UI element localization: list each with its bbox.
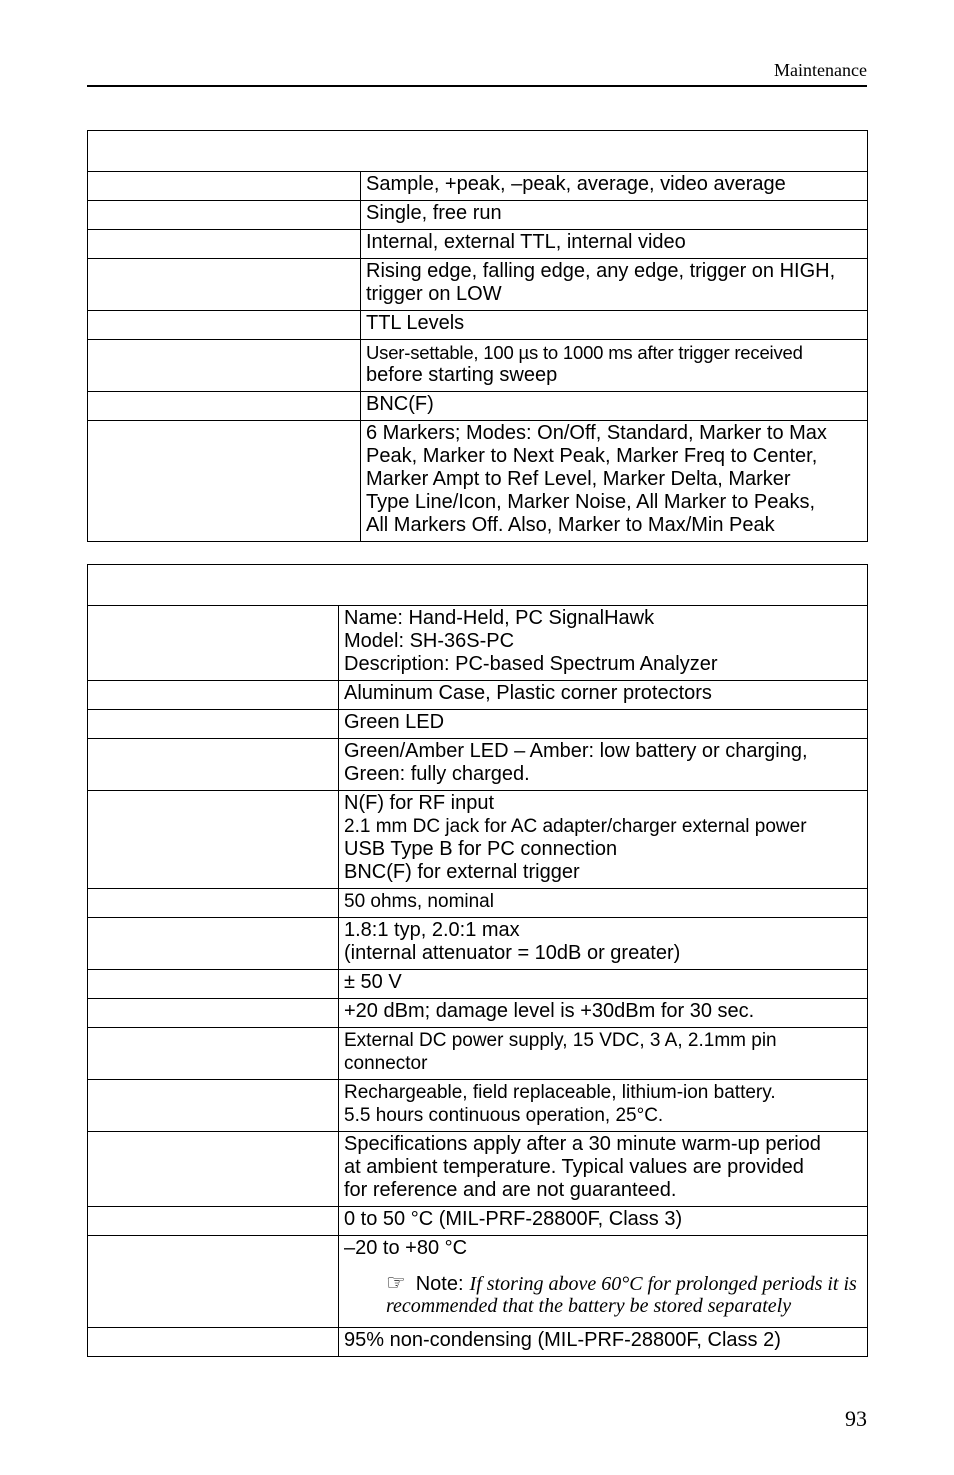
- row-label-cell: [88, 606, 339, 681]
- row-value-cell: TTL Levels: [361, 311, 868, 340]
- general-spec-table: [87, 564, 868, 1357]
- row-label-cell: [88, 999, 339, 1028]
- table-row: [88, 970, 868, 999]
- row-value-cell: Name: Hand-Held, PC SignalHawk Model: SH-36S-PC Description: PC-based Spectrum Analyzer: [339, 606, 868, 681]
- table-row: [88, 1028, 868, 1080]
- row-value-cell: +20 dBm; damage level is +30dBm for 30 sec.: [339, 999, 868, 1028]
- table-row: [88, 392, 868, 421]
- row-label-cell: [88, 710, 339, 739]
- row-label-cell: [88, 392, 361, 421]
- table-row: [88, 710, 868, 739]
- table-row: [88, 791, 868, 889]
- row-value-cell: –20 to +80 °C ☞ Note: If storing above 60°C for prolonged periods it is recommended that the battery be stored separately: [339, 1236, 868, 1328]
- table-row: [88, 999, 868, 1028]
- sweep-trigger-spec-table: [87, 130, 868, 542]
- row-label-cell: [88, 1236, 339, 1328]
- row-label-cell: [88, 1080, 339, 1132]
- row-label-cell: [88, 230, 361, 259]
- row-label-cell: [88, 1207, 339, 1236]
- row-value-cell: Aluminum Case, Plastic corner protectors: [339, 681, 868, 710]
- table-row: [88, 172, 868, 201]
- row-label-cell: [88, 421, 361, 542]
- row-value-cell: 50 ohms, nominal: [339, 889, 868, 918]
- row-label-cell: [88, 1328, 339, 1357]
- table-row: [88, 1207, 868, 1236]
- row-label-cell: [88, 311, 361, 340]
- header-rule: [87, 85, 867, 87]
- row-value-cell: Rechargeable, field replaceable, lithium-ion battery. 5.5 hours continuous operation, 25°C.: [339, 1080, 868, 1132]
- storage-note: [386, 1272, 862, 1317]
- table-row: [88, 606, 868, 681]
- row-label-cell: [88, 1028, 339, 1080]
- table-row: [88, 259, 868, 311]
- row-value-cell: Green/Amber LED – Amber: low battery or charging, Green: fully charged.: [339, 739, 868, 791]
- row-value-cell: Green LED: [339, 710, 868, 739]
- row-label-cell: [88, 172, 361, 201]
- table-row: [88, 230, 868, 259]
- row-label-cell: [88, 889, 339, 918]
- row-value-cell: 1.8:1 typ, 2.0:1 max (internal attenuator = 10dB or greater): [339, 918, 868, 970]
- row-value-cell: User-settable, 100 µs to 1000 ms after trigger received before starting sweep: [361, 340, 868, 392]
- row-value-cell: N(F) for RF input 2.1 mm DC jack for AC adapter/charger external power USB Type B for PC connection BNC(F) for external trigger: [339, 791, 868, 889]
- row-value-cell: Sample, +peak, –peak, average, video average: [361, 172, 868, 201]
- row-label-cell: [88, 340, 361, 392]
- row-value-cell: Specifications apply after a 30 minute warm-up period at ambient temperature. Typical values are provided for reference and are not guaranteed.: [339, 1132, 868, 1207]
- table-row: [88, 1132, 868, 1207]
- table-row: [88, 918, 868, 970]
- table-row: [88, 311, 868, 340]
- row-value-cell: Rising edge, falling edge, any edge, trigger on HIGH, trigger on LOW: [361, 259, 868, 311]
- table-row: [88, 681, 868, 710]
- row-value-cell: 0 to 50 °C (MIL-PRF-28800F, Class 3): [339, 1207, 868, 1236]
- row-label-cell: [88, 259, 361, 311]
- row-label-cell: [88, 791, 339, 889]
- table-row: [88, 1080, 868, 1132]
- row-value-cell: Single, free run: [361, 201, 868, 230]
- table-row: [88, 739, 868, 791]
- table-row: [88, 421, 868, 542]
- note-text: If storing above 60°C for prolonged periods it is recommended that the battery be stored separately: [386, 1273, 857, 1317]
- table-title-row: [88, 565, 868, 606]
- row-value-cell: 6 Markers; Modes: On/Off, Standard, Marker to Max Peak, Marker to Next Peak, Marker Freq to Center, Marker Ampt to Ref Level, Marker Delta, Marker Type Line/Icon, Marker Noise, All Marker to Peaks, All Markers Off. Also, Marker to Max/Min Peak: [361, 421, 868, 542]
- table-row: [88, 889, 868, 918]
- running-header: Maintenance: [774, 60, 867, 80]
- page-number: 93: [845, 1406, 867, 1431]
- note-label: Note:: [415, 1273, 464, 1295]
- row-value-cell: BNC(F): [361, 392, 868, 421]
- row-label-cell: [88, 1132, 339, 1207]
- row-label-cell: [88, 918, 339, 970]
- table-row: [88, 1328, 868, 1357]
- row-label-cell: [88, 681, 339, 710]
- row-value-cell: 95% non-condensing (MIL-PRF-28800F, Class 2): [339, 1328, 868, 1357]
- table-title-row: [88, 131, 868, 172]
- row-value-cell: ± 50 V: [339, 970, 868, 999]
- row-value-cell: External DC power supply, 15 VDC, 3 A, 2.1mm pin connector: [339, 1028, 868, 1080]
- row-label-cell: [88, 201, 361, 230]
- row-label-cell: [88, 739, 339, 791]
- row-label-cell: [88, 970, 339, 999]
- row-value-cell: Internal, external TTL, internal video: [361, 230, 868, 259]
- table-row: [88, 201, 868, 230]
- table-row: [88, 1236, 868, 1328]
- table-row: [88, 340, 868, 392]
- pointing-hand-icon: ☞: [386, 1270, 406, 1295]
